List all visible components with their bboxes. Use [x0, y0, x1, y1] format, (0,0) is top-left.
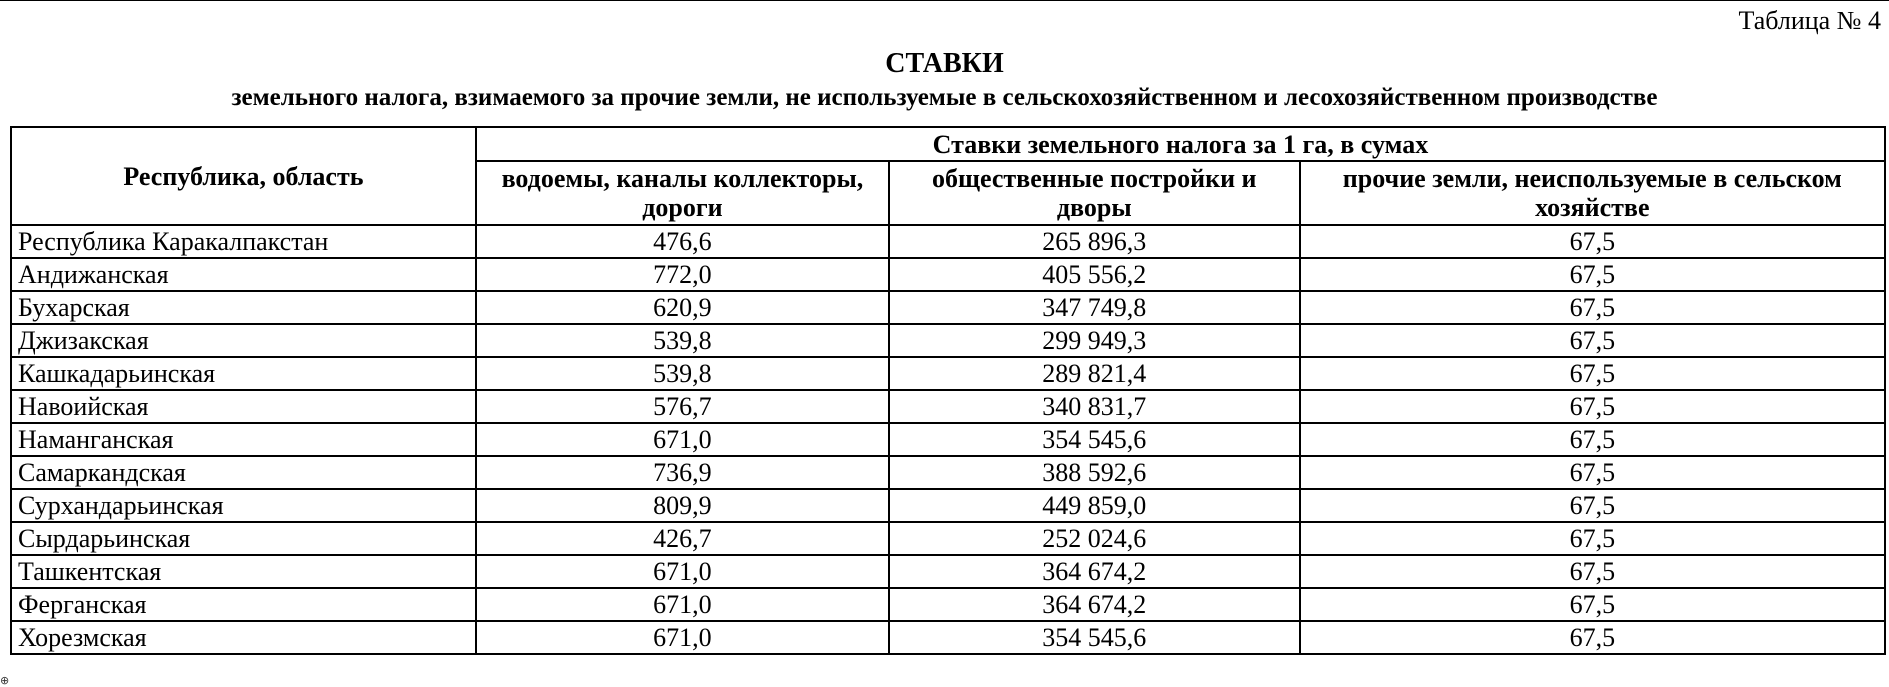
region-cell: Хорезмская	[11, 621, 476, 654]
table-body	[11, 225, 1885, 654]
tax-rates-table	[10, 126, 1886, 655]
region-cell: Андижанская	[11, 258, 476, 291]
table-row	[11, 456, 1885, 489]
other-land-rate-cell: 67,5	[1300, 390, 1885, 423]
table-row	[11, 489, 1885, 522]
buildings-rate-cell: 405 556,2	[889, 258, 1300, 291]
region-cell: Ташкентская	[11, 555, 476, 588]
region-cell: Сурхандарьинская	[11, 489, 476, 522]
table-row	[11, 555, 1885, 588]
region-cell: Республика Каракалпакстан	[11, 225, 476, 258]
buildings-rate-cell: 388 592,6	[889, 456, 1300, 489]
buildings-rate-cell: 347 749,8	[889, 291, 1300, 324]
region-cell: Кашкадарьинская	[11, 357, 476, 390]
water-rate-cell: 576,7	[476, 390, 889, 423]
water-rate-cell: 671,0	[476, 555, 889, 588]
water-rate-cell: 772,0	[476, 258, 889, 291]
document-subtitle: земельного налога, взимаемого за прочие земли, не используемые в сельскохозяйственном и лесохозяйственном производстве	[231, 84, 1658, 111]
other-land-rate-cell: 67,5	[1300, 522, 1885, 555]
region-column-header: Республика, область	[11, 127, 476, 225]
buildings-rate-cell: 354 545,6	[889, 621, 1300, 654]
other-land-rate-cell: 67,5	[1300, 555, 1885, 588]
buildings-rate-cell: 289 821,4	[889, 357, 1300, 390]
top-rule	[0, 0, 1889, 1]
buildings-rate-cell: 449 859,0	[889, 489, 1300, 522]
table-row	[11, 258, 1885, 291]
region-cell: Джизакская	[11, 324, 476, 357]
region-cell: Самаркандская	[11, 456, 476, 489]
water-rate-cell: 476,6	[476, 225, 889, 258]
table-move-handle-icon[interactable]: ⊕	[0, 674, 10, 687]
water-column-header: водоемы, каналы коллекторы, дороги	[476, 161, 889, 225]
other-land-rate-cell: 67,5	[1300, 588, 1885, 621]
water-rate-cell: 539,8	[476, 324, 889, 357]
table-row	[11, 324, 1885, 357]
region-cell: Наманганская	[11, 423, 476, 456]
table-row	[11, 291, 1885, 324]
water-rate-cell: 736,9	[476, 456, 889, 489]
buildings-column-header: общественные постройки и дворы	[889, 161, 1300, 225]
region-cell: Бухарская	[11, 291, 476, 324]
buildings-rate-cell: 265 896,3	[889, 225, 1300, 258]
other-land-rate-cell: 67,5	[1300, 621, 1885, 654]
other-land-rate-cell: 67,5	[1300, 456, 1885, 489]
other-land-rate-cell: 67,5	[1300, 423, 1885, 456]
buildings-rate-cell: 299 949,3	[889, 324, 1300, 357]
buildings-rate-cell: 252 024,6	[889, 522, 1300, 555]
table-row	[11, 522, 1885, 555]
document-title: СТАВКИ	[885, 48, 1004, 79]
buildings-rate-cell: 364 674,2	[889, 555, 1300, 588]
table-row	[11, 390, 1885, 423]
table-row	[11, 423, 1885, 456]
buildings-rate-cell: 364 674,2	[889, 588, 1300, 621]
water-rate-cell: 671,0	[476, 423, 889, 456]
water-rate-cell: 809,9	[476, 489, 889, 522]
table-row	[11, 621, 1885, 654]
other-land-column-header: прочие земли, неиспользуемые в сельском хозяйстве	[1300, 161, 1885, 225]
other-land-rate-cell: 67,5	[1300, 324, 1885, 357]
rates-group-header: Ставки земельного налога за 1 га, в сумах	[476, 127, 1885, 161]
water-rate-cell: 539,8	[476, 357, 889, 390]
other-land-rate-cell: 67,5	[1300, 291, 1885, 324]
region-cell: Сырдарьинская	[11, 522, 476, 555]
table-row	[11, 357, 1885, 390]
other-land-rate-cell: 67,5	[1300, 489, 1885, 522]
table-row	[11, 225, 1885, 258]
other-land-rate-cell: 67,5	[1300, 258, 1885, 291]
other-land-rate-cell: 67,5	[1300, 357, 1885, 390]
header-row-group	[11, 127, 1885, 161]
table-number: Таблица № 4	[1738, 6, 1881, 35]
other-land-rate-cell: 67,5	[1300, 225, 1885, 258]
water-rate-cell: 426,7	[476, 522, 889, 555]
buildings-rate-cell: 354 545,6	[889, 423, 1300, 456]
water-rate-cell: 671,0	[476, 588, 889, 621]
region-cell: Ферганская	[11, 588, 476, 621]
water-rate-cell: 671,0	[476, 621, 889, 654]
water-rate-cell: 620,9	[476, 291, 889, 324]
region-cell: Навоийская	[11, 390, 476, 423]
table-row	[11, 588, 1885, 621]
buildings-rate-cell: 340 831,7	[889, 390, 1300, 423]
